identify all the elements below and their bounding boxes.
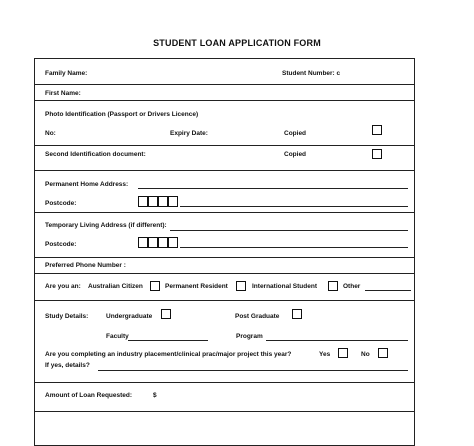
phone-label: Preferred Phone Number : bbox=[45, 262, 126, 269]
postcode-digit-box[interactable] bbox=[138, 237, 148, 248]
program-line[interactable] bbox=[266, 340, 408, 341]
international-student-label: International Student bbox=[252, 283, 317, 290]
temp-postcode-line bbox=[180, 247, 408, 248]
photo-id-copied-label: Copied bbox=[284, 130, 307, 137]
row-divider bbox=[34, 382, 415, 383]
permanent-postcode-label: Postcode: bbox=[45, 200, 77, 207]
australian-citizen-checkbox[interactable] bbox=[150, 281, 160, 291]
industry-no-label: No bbox=[361, 351, 370, 358]
expiry-date-label: Expiry Date: bbox=[170, 130, 208, 137]
row-divider bbox=[34, 100, 415, 101]
first-name-label: First Name: bbox=[45, 90, 81, 97]
postcode-digit-box[interactable] bbox=[158, 196, 168, 207]
row-divider bbox=[34, 300, 415, 301]
row-divider bbox=[34, 145, 415, 146]
industry-yes-checkbox[interactable] bbox=[338, 348, 348, 358]
permanent-postcode-line bbox=[180, 206, 408, 207]
dollar-sign: $ bbox=[153, 392, 157, 399]
second-id-copied-label: Copied bbox=[284, 151, 307, 158]
industry-no-checkbox[interactable] bbox=[378, 348, 388, 358]
other-label: Other bbox=[343, 283, 361, 290]
temp-postcode-boxes[interactable] bbox=[138, 237, 178, 248]
undergraduate-label: Undergraduate bbox=[106, 313, 153, 320]
row-divider bbox=[34, 84, 415, 85]
permanent-resident-label: Permanent Resident bbox=[165, 283, 228, 290]
australian-citizen-label: Australian Citizen bbox=[88, 283, 143, 290]
permanent-address-label: Permanent Home Address: bbox=[45, 181, 129, 188]
post-graduate-label: Post Graduate bbox=[235, 313, 280, 320]
postcode-digit-box[interactable] bbox=[158, 237, 168, 248]
row-divider bbox=[34, 212, 415, 213]
if-yes-details-line[interactable] bbox=[98, 370, 408, 371]
permanent-resident-checkbox[interactable] bbox=[236, 281, 246, 291]
residency-label: Are you an: bbox=[45, 283, 81, 290]
student-number-label: Student Number: c bbox=[282, 70, 341, 77]
faculty-line[interactable] bbox=[128, 340, 208, 341]
second-id-label: Second Identification document: bbox=[45, 151, 146, 158]
industry-yes-label: Yes bbox=[319, 351, 331, 358]
postcode-digit-box[interactable] bbox=[148, 196, 158, 207]
program-label: Program bbox=[236, 333, 263, 340]
photo-id-label: Photo Identification (Passport or Drivers Licence) bbox=[45, 111, 199, 118]
row-divider bbox=[34, 273, 415, 274]
permanent-postcode-boxes[interactable] bbox=[138, 196, 178, 207]
undergraduate-checkbox[interactable] bbox=[161, 309, 171, 319]
second-id-copied-checkbox[interactable] bbox=[372, 149, 382, 159]
postcode-digit-box[interactable] bbox=[148, 237, 158, 248]
other-line[interactable] bbox=[365, 290, 411, 291]
row-divider bbox=[34, 170, 415, 171]
industry-question-label: Are you completing an industry placement/clinical prac/major project this year? bbox=[45, 351, 292, 358]
temp-address-label: Temporary Living Address (if different): bbox=[45, 222, 167, 229]
photo-id-copied-checkbox[interactable] bbox=[372, 125, 382, 135]
postcode-digit-box[interactable] bbox=[138, 196, 148, 207]
study-details-label: Study Details: bbox=[45, 313, 89, 320]
postcode-digit-box[interactable] bbox=[168, 237, 178, 248]
if-yes-details-label: If yes, details? bbox=[45, 362, 90, 369]
row-divider bbox=[34, 411, 415, 412]
international-student-checkbox[interactable] bbox=[328, 281, 338, 291]
permanent-address-line[interactable] bbox=[138, 188, 408, 189]
postcode-digit-box[interactable] bbox=[168, 196, 178, 207]
page-title: STUDENT LOAN APPLICATION FORM bbox=[153, 38, 321, 48]
post-graduate-checkbox[interactable] bbox=[292, 309, 302, 319]
loan-amount-label: Amount of Loan Requested: bbox=[45, 392, 133, 399]
id-number-label: No: bbox=[45, 130, 56, 137]
temp-postcode-label: Postcode: bbox=[45, 241, 77, 248]
row-divider bbox=[34, 257, 415, 258]
faculty-label: Faculty bbox=[106, 333, 129, 340]
temp-address-line[interactable] bbox=[170, 230, 408, 231]
family-name-label: Family Name: bbox=[45, 70, 88, 77]
